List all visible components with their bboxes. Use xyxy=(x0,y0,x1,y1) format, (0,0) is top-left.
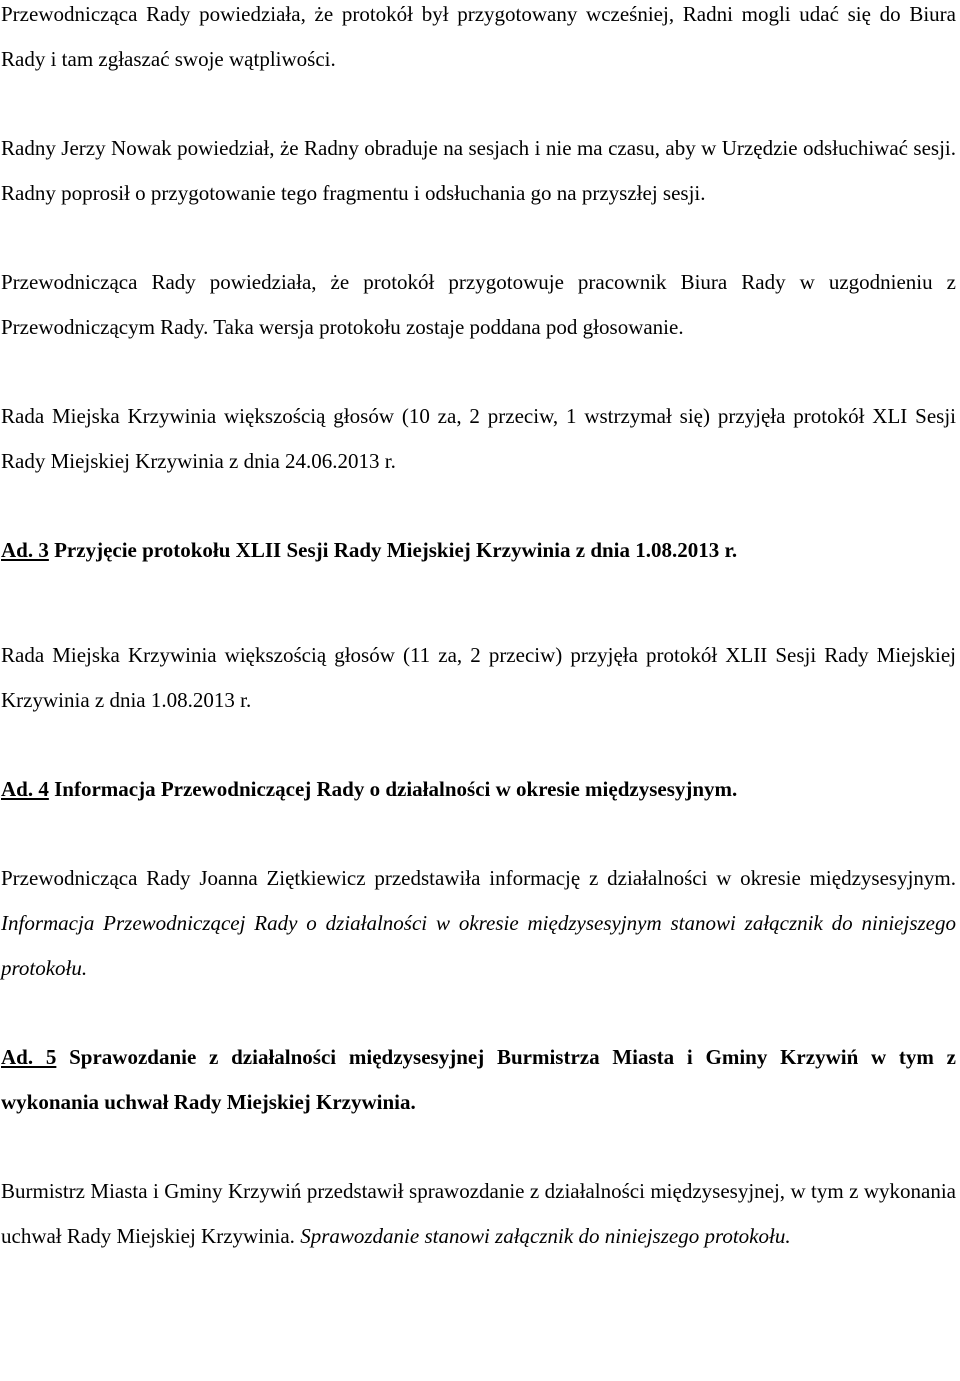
paragraph-chair-statement: Przewodnicząca Rady powiedziała, że protokół był przygotowany wcześniej, Radni mogli udać się do Biura Rady i tam zgłaszać swoje wątpliwości. xyxy=(1,2,956,71)
paragraph-vote-xli: Rada Miejska Krzywinia większością głosów (10 za, 2 przeciw, 1 wstrzymał się) przyjęła protokół XLI Sesji Rady Miejskiej Krzywinia z dnia 24.06.2013 r. xyxy=(1,404,956,473)
heading-item-4-title: Informacja Przewodniczącej Rady o działalności w okresie międzysesyjnym. xyxy=(48,777,738,801)
heading-item-3-number: Ad. 3 xyxy=(1,538,49,562)
paragraph-vote-xlii: Rada Miejska Krzywinia większością głosów (11 za, 2 przeciw) przyjęła protokół XLII Sesji Rady Miejskiej Krzywinia z dnia 1.08.2013 r. xyxy=(1,643,956,712)
heading-item-4 xyxy=(1,767,956,812)
paragraph-chair-report-attachment-note: Informacja Przewodniczącej Rady o działalności w okresie międzysesyjnym stanowi załącznik do niniejszego protokołu. xyxy=(1,911,956,980)
paragraph-mayor-report xyxy=(1,1169,956,1259)
paragraph-mayor-report-attachment-note: Sprawozdanie stanowi załącznik do niniejszego protokołu. xyxy=(300,1224,791,1248)
heading-item-5 xyxy=(1,1035,956,1125)
heading-item-3-title: Przyjęcie protokołu XLII Sesji Rady Miejskiej Krzywinia z dnia 1.08.2013 r. xyxy=(48,538,738,562)
heading-item-4-number: Ad. 4 xyxy=(1,777,49,801)
paragraph-chair-report xyxy=(1,856,956,991)
paragraph-protocol-preparation: Przewodnicząca Rady powiedziała, że protokół przygotowuje pracownik Biura Rady w uzgodnieniu z Przewodniczącym Rady. Taka wersja protokołu zostaje poddana pod głosowanie. xyxy=(1,270,956,339)
heading-item-5-title: Sprawozdanie z działalności międzysesyjnej Burmistrza Miasta i Gminy Krzywiń w tym z wykonania uchwał Rady Miejskiej Krzywinia. xyxy=(1,1045,956,1114)
paragraph-nowak-statement: Radny Jerzy Nowak powiedział, że Radny obraduje na sesjach i nie ma czasu, aby w Urzędzie odsłuchiwać sesji. Radny poprosił o przygotowanie tego fragmentu i odsłuchania go na przyszłej sesji. xyxy=(1,136,956,205)
heading-item-3 xyxy=(1,528,956,573)
paragraph-mayor-report-text: Burmistrz Miasta i Gminy Krzywiń przedstawił sprawozdanie z działalności międzysesyjnej, w tym z wykonania uchwał Rady Miejskiej Krzywinia. xyxy=(1,1179,956,1248)
heading-item-5-number: Ad. 5 xyxy=(1,1045,57,1069)
paragraph-chair-report-text: Przewodnicząca Rady Joanna Ziętkiewicz przedstawiła informację z działalności w okresie międzysesyjnym. xyxy=(1,866,956,890)
